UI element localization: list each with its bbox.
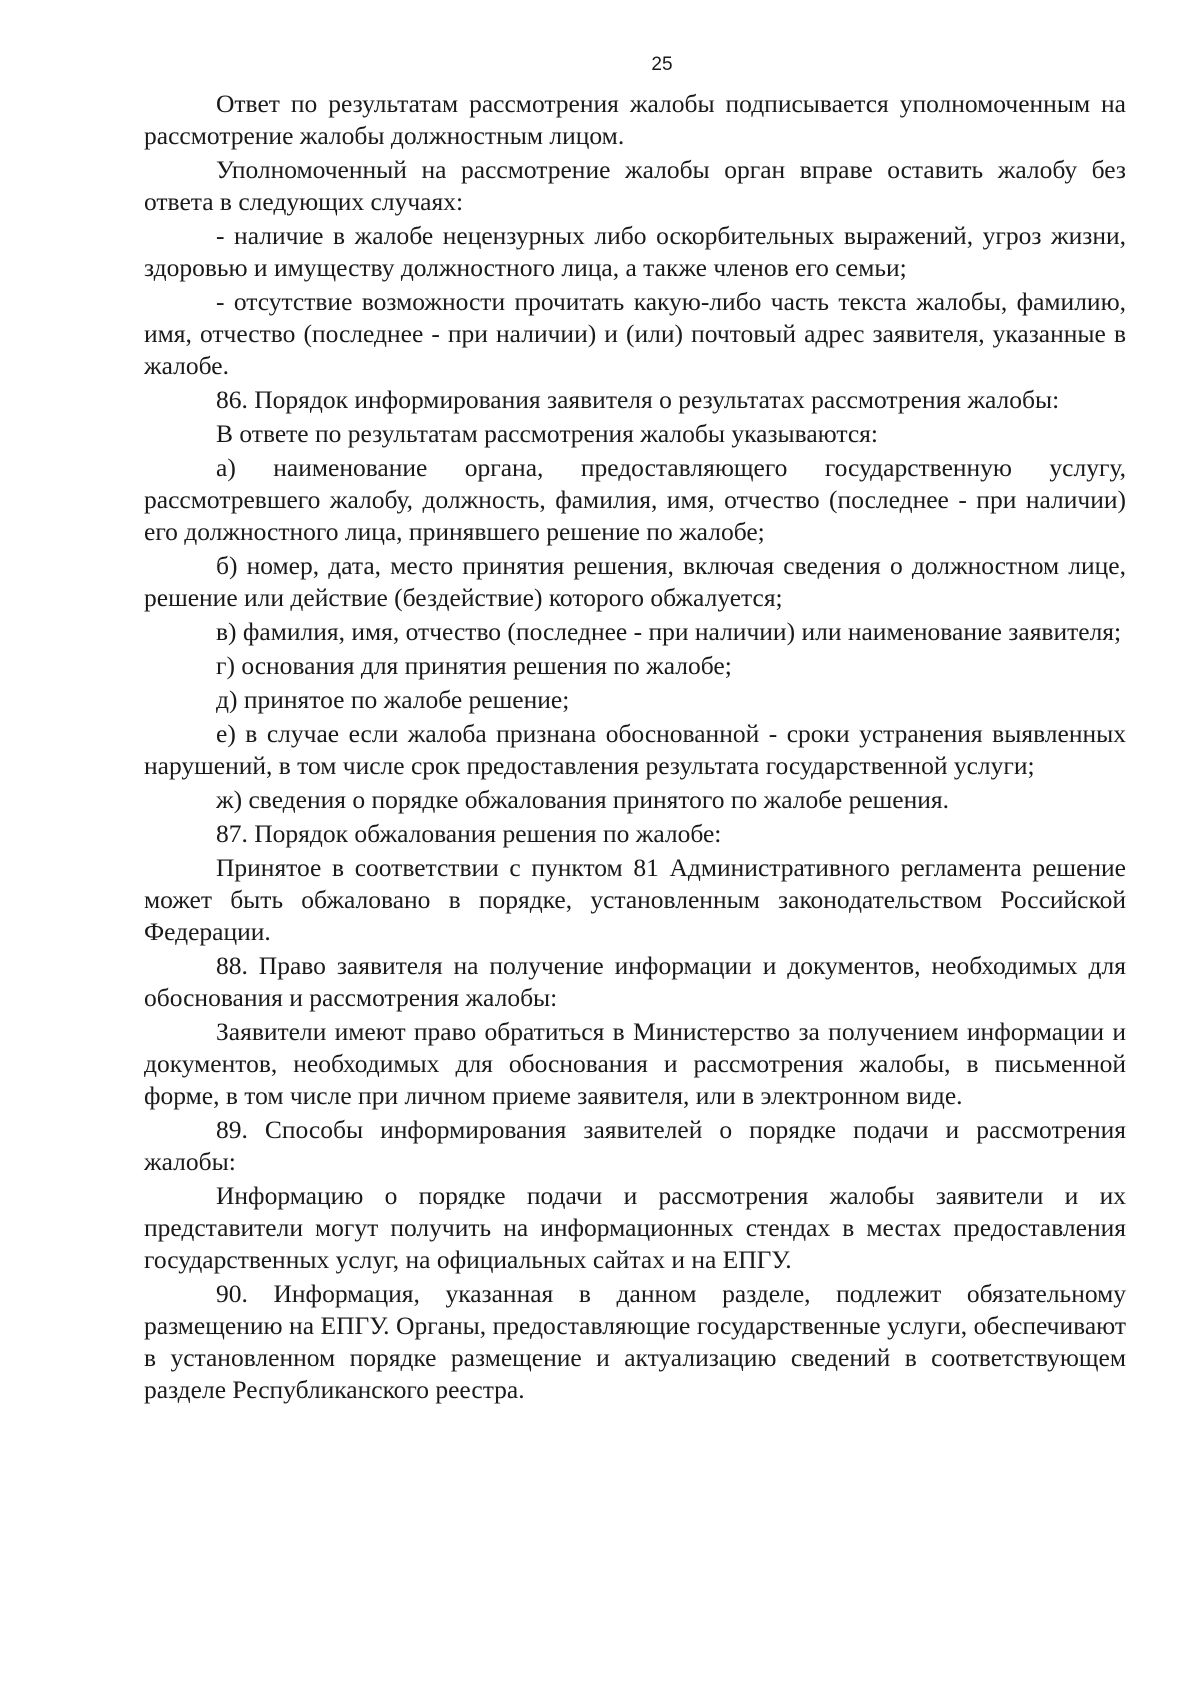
document-page [144,54,1126,1408]
paragraph: ж) сведения о порядке обжалования принятого по жалобе решения. [216,785,950,814]
paragraph: а) наименование органа, предоставляющего государственную услугу, рассмотревшего жалобу, должность, фамилия, имя, отчество (последнее - при наличии) его должностного лица, принявшего решение по жалобе; [144,453,1126,546]
paragraph: - наличие в жалобе нецензурных либо оскорбительных выражений, угроз жизни, здоровью и имуществу должностного лица, а также членов его семьи; [144,221,1126,282]
document-body [144,88,1126,1406]
paragraph: Заявители имеют право обратиться в Министерство за получением информации и документов, необходимых для обоснования и рассмотрения жалобы, в письменной форме, в том числе при личном приеме заявителя, или в электронном виде. [144,1017,1126,1110]
paragraph: Ответ по результатам рассмотрения жалобы подписывается уполномоченным на рассмотрение жалобы должностным лицом. [144,89,1126,150]
paragraph: б) номер, дата, место принятия решения, включая сведения о должностном лице, решение или действие (бездействие) которого обжалуется; [144,551,1126,612]
paragraph: В ответе по результатам рассмотрения жалобы указываются: [216,419,878,448]
paragraph: Информацию о порядке подачи и рассмотрения жалобы заявители и их представители могут получить на информационных стендах в местах предоставления государственных услуг, на официальных сайтах и на ЕПГУ. [144,1181,1126,1274]
paragraph: Принятое в соответствии с пунктом 81 Административного регламента решение может быть обжаловано в порядке, установленным законодательством Российской Федерации. [144,853,1126,946]
paragraph: 87. Порядок обжалования решения по жалобе: [216,819,722,848]
paragraph: в) фамилия, имя, отчество (последнее - при наличии) или наименование заявителя; [216,617,1122,646]
paragraph: 90. Информация, указанная в данном разделе, подлежит обязательному размещению на ЕПГУ. Органы, предоставляющие государственные услуги, обеспечивают в установленном порядке размещение и актуализацию сведений в соответствующем разделе Республиканского реестра. [144,1279,1126,1404]
paragraph: - отсутствие возможности прочитать какую-либо часть текста жалобы, фамилию, имя, отчество (последнее - при наличии) и (или) почтовый адрес заявителя, указанные в жалобе. [144,287,1126,380]
page-number: 25 [651,54,673,75]
paragraph: 88. Право заявителя на получение информации и документов, необходимых для обоснования и рассмотрения жалобы: [144,951,1126,1012]
paragraph: Уполномоченный на рассмотрение жалобы орган вправе оставить жалобу без ответа в следующих случаях: [144,155,1126,216]
paragraph: е) в случае если жалоба признана обоснованной - сроки устранения выявленных нарушений, в том числе срок предоставления результата государственной услуги; [144,719,1126,780]
paragraph: 86. Порядок информирования заявителя о результатах рассмотрения жалобы: [216,385,1060,414]
paragraph: д) принятое по жалобе решение; [216,685,570,714]
paragraph: г) основания для принятия решения по жалобе; [216,651,732,680]
paragraph: 89. Способы информирования заявителей о порядке подачи и рассмотрения жалобы: [144,1115,1126,1176]
